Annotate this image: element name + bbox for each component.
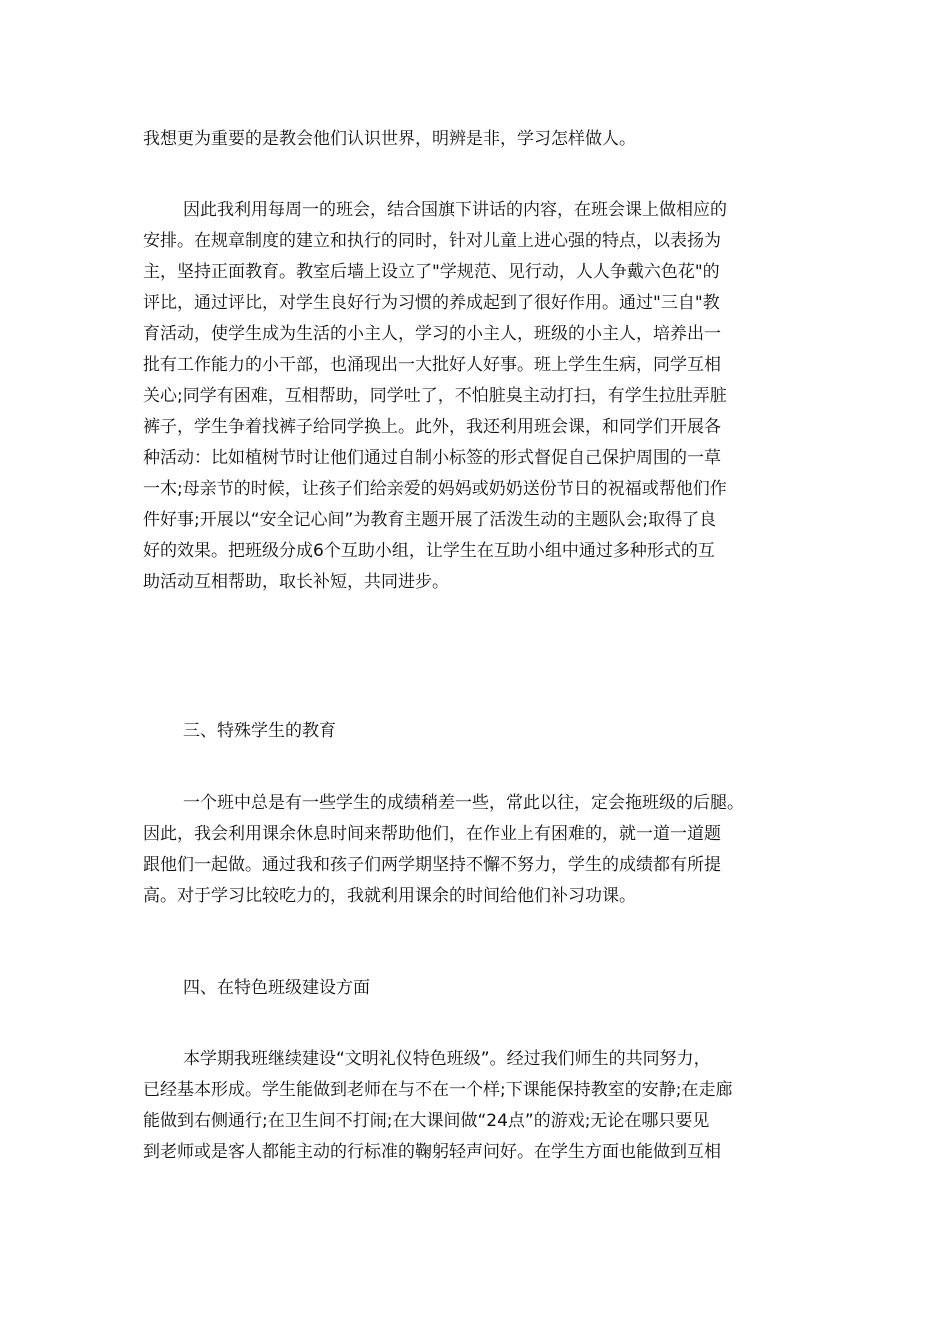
section-heading-special-students [143, 716, 813, 747]
text-line: 种活动：比如植树节时让他们通过自制小标签的形式督促自己保护周围的一草 [143, 448, 721, 468]
text-line: 安排。在规章制度的建立和执行的同时，针对儿童上进心强的特点，以表扬为 [143, 231, 721, 251]
text-line: 因此我利用每周一的班会，结合国旗下讲话的内容，在班会课上做相应的 [183, 200, 727, 220]
text-line: 育活动，使学生成为生活的小主人，学习的小主人，班级的小主人，培养出一 [143, 324, 721, 344]
text-line: 一木;母亲节的时候，让孩子们给亲爱的妈妈或奶奶送份节日的祝福或帮他们作 [143, 479, 727, 499]
paragraph-featured-class [143, 1044, 813, 1168]
text-line: 批有工作能力的小干部，也涌现出一大批好人好事。班上学生生病，同学互相 [143, 355, 721, 375]
text-line: 高。对于学习比较吃力的，我就利用课余的时间给他们补习功课。 [143, 886, 636, 906]
text-line: 评比，通过评比，对学生良好行为习惯的养成起到了很好作用。通过"三自"教 [143, 293, 720, 313]
text-line: 主，坚持正面教育。教室后墙上设立了"学规范、见行动，人人争戴六色花"的 [143, 262, 720, 282]
text-line: 好的效果。把班级分成6个互助小组，让学生在互助小组中通过多种形式的互 [143, 541, 715, 561]
text-line: 本学期我班继续建设“文明礼仪特色班级”。经过我们师生的共同努力， [183, 1049, 711, 1069]
paragraph-intro-tail [143, 124, 813, 155]
text-line: 一个班中总是有一些学生的成绩稍差一些，常此以往，定会拖班级的后腿。 [183, 793, 744, 813]
paragraph-class-meeting [143, 195, 813, 598]
section-heading: 三、特殊学生的教育 [183, 721, 336, 741]
section-heading-featured-class [143, 973, 813, 1004]
text-line: 因此，我会利用课余休息时间来帮助他们，在作业上有困难的，就一道一道题 [143, 824, 721, 844]
text-line: 助活动互相帮助，取长补短，共同进步。 [143, 572, 449, 592]
text-line: 已经基本形成。学生能做到老师在与不在一个样;下课能保持教室的安静;在走廊 [143, 1080, 733, 1100]
text-line: 到老师或是客人都能主动的行标准的鞠躬轻声问好。在学生方面也能做到互相 [143, 1142, 721, 1162]
text-line: 我想更为重要的是教会他们认识世界，明辨是非，学习怎样做人。 [143, 129, 636, 149]
text-line: 跟他们一起做。通过我和孩子们两学期坚持不懈不努力，学生的成绩都有所提 [143, 855, 721, 875]
paragraph-special-students [143, 788, 813, 912]
text-line: 关心;同学有困难，互相帮助，同学吐了，不怕脏臭主动打扫，有学生拉肚弄脏 [143, 386, 727, 406]
text-line: 裤子，学生争着找裤子给同学换上。此外，我还利用班会课，和同学们开展各 [143, 417, 721, 437]
section-heading: 四、在特色班级建设方面 [183, 978, 370, 998]
text-line: 件好事;开展以“安全记心间”为教育主题开展了活泼生动的主题队会;取得了良 [143, 510, 717, 530]
text-line: 能做到右侧通行;在卫生间不打闹;在大课间做“24点”的游戏;无论在哪只要见 [143, 1111, 710, 1131]
